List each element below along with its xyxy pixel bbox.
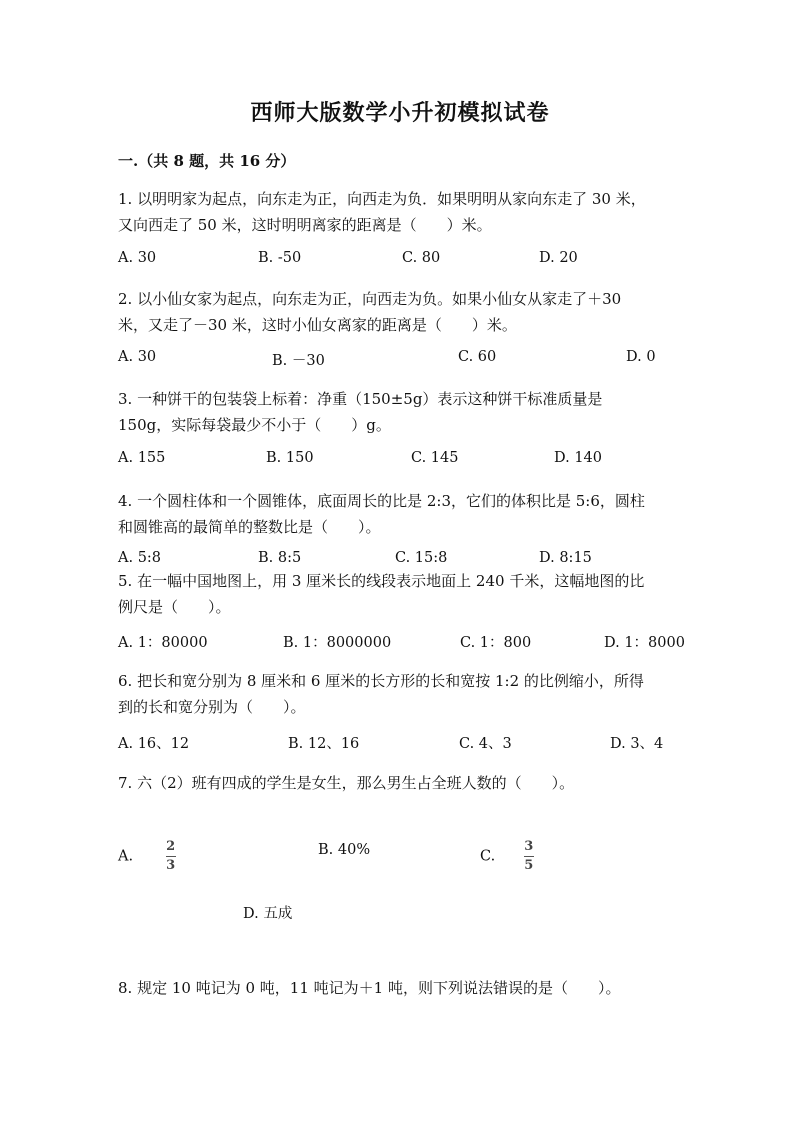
- question-3-line-2: 150g，实际每袋最少不小于（ ）g。: [118, 416, 391, 434]
- fraction-bar: [524, 856, 534, 857]
- q4-option-d[interactable]: D. 8:15: [539, 550, 592, 566]
- q7-option-c[interactable]: [480, 840, 534, 873]
- q5-option-d[interactable]: D. 1：8000: [604, 635, 685, 651]
- q6-option-a[interactable]: A. 16、12: [118, 736, 190, 752]
- q7-option-d[interactable]: D. 五成: [243, 906, 293, 922]
- question-8-line-1: 8. 规定 10 吨记为 0 吨，11 吨记为＋1 吨，则下列说法错误的是（ ）。: [118, 979, 621, 997]
- q5-option-c[interactable]: C. 1：800: [460, 635, 532, 651]
- question-2: [118, 286, 621, 338]
- fraction-denominator: 5: [524, 858, 534, 873]
- q7-option-c-fraction: [524, 840, 534, 873]
- q2-option-b[interactable]: B. －30: [272, 353, 325, 369]
- question-1-line-1: 1. 以明明家为起点，向东走为正，向西走为负．如果明明从家向东走了 30 米，: [118, 190, 646, 208]
- fraction-numerator: 3: [524, 839, 534, 854]
- question-8: [118, 975, 620, 1001]
- q1-option-c[interactable]: C. 80: [402, 250, 441, 266]
- question-4-line-2: 和圆锥高的最简单的整数比是（ ）。: [118, 518, 381, 536]
- fraction-denominator: 3: [166, 858, 176, 873]
- q7-option-b[interactable]: B. 40%: [318, 842, 371, 858]
- question-6-line-2: 到的长和宽分别为（ ）。: [118, 698, 306, 716]
- fraction-numerator: 2: [166, 839, 176, 854]
- q3-option-a[interactable]: A. 155: [118, 450, 166, 466]
- q7-option-a-fraction: [166, 840, 176, 873]
- question-7-line-1: 7. 六（2）班有四成的学生是女生，那么男生占全班人数的（ ）。: [118, 774, 575, 792]
- question-4: [118, 488, 645, 540]
- q4-option-c[interactable]: C. 15:8: [395, 550, 448, 566]
- q4-option-a[interactable]: A. 5:8: [118, 550, 162, 566]
- q1-option-b[interactable]: B. -50: [258, 250, 302, 266]
- q2-option-d[interactable]: D. 0: [626, 349, 656, 365]
- q1-option-a[interactable]: A. 30: [118, 250, 157, 266]
- q7-option-a[interactable]: [118, 840, 176, 873]
- q6-option-b[interactable]: B. 12、16: [288, 736, 360, 752]
- page-title: 西师大版数学小升初模拟试卷: [250, 100, 550, 126]
- question-5: [118, 568, 644, 620]
- q7-option-a-label: A.: [118, 848, 134, 865]
- question-5-line-2: 例尺是（ ）。: [118, 598, 231, 616]
- q5-option-b[interactable]: B. 1：8000000: [283, 635, 392, 651]
- question-5-line-1: 5. 在一幅中国地图上，用 3 厘米长的线段表示地面上 240 千米，这幅地图的比: [118, 572, 645, 590]
- fraction-bar: [166, 856, 176, 857]
- q3-option-b[interactable]: B. 150: [266, 450, 314, 466]
- question-2-line-1: 2. 以小仙女家为起点，向东走为正，向西走为负。如果小仙女从家走了＋30: [118, 290, 622, 308]
- q6-option-c[interactable]: C. 4、3: [459, 736, 512, 752]
- question-2-line-2: 米，又走了－30 米，这时小仙女离家的距离是（ ）米。: [118, 316, 517, 334]
- question-3: [118, 386, 602, 438]
- question-1-line-2: 又向西走了 50 米，这时明明离家的距离是（ ）米。: [118, 216, 492, 234]
- question-7: [118, 770, 574, 796]
- q6-option-d[interactable]: D. 3、4: [610, 736, 664, 752]
- q3-option-c[interactable]: C. 145: [411, 450, 459, 466]
- question-6: [118, 668, 644, 720]
- q3-option-d[interactable]: D. 140: [554, 450, 603, 466]
- q2-option-c[interactable]: C. 60: [458, 349, 497, 365]
- question-4-line-1: 4. 一个圆柱体和一个圆锥体，底面周长的比是 2:3，它们的体积比是 5:6，圆柱: [118, 492, 645, 510]
- question-6-line-1: 6. 把长和宽分别为 8 厘米和 6 厘米的长方形的长和宽按 1:2 的比例缩小，所得: [118, 672, 644, 690]
- section-heading: 一.（共 8 题，共 16 分）: [118, 152, 296, 170]
- q7-option-c-label: C.: [480, 848, 496, 865]
- q1-option-d[interactable]: D. 20: [539, 250, 578, 266]
- question-3-line-1: 3. 一种饼干的包装袋上标着：净重（150±5g）表示这种饼干标准质量是: [118, 390, 603, 408]
- q5-option-a[interactable]: A. 1：80000: [118, 635, 208, 651]
- question-1: [118, 186, 646, 238]
- q2-option-a[interactable]: A. 30: [118, 349, 157, 365]
- q4-option-b[interactable]: B. 8:5: [258, 550, 302, 566]
